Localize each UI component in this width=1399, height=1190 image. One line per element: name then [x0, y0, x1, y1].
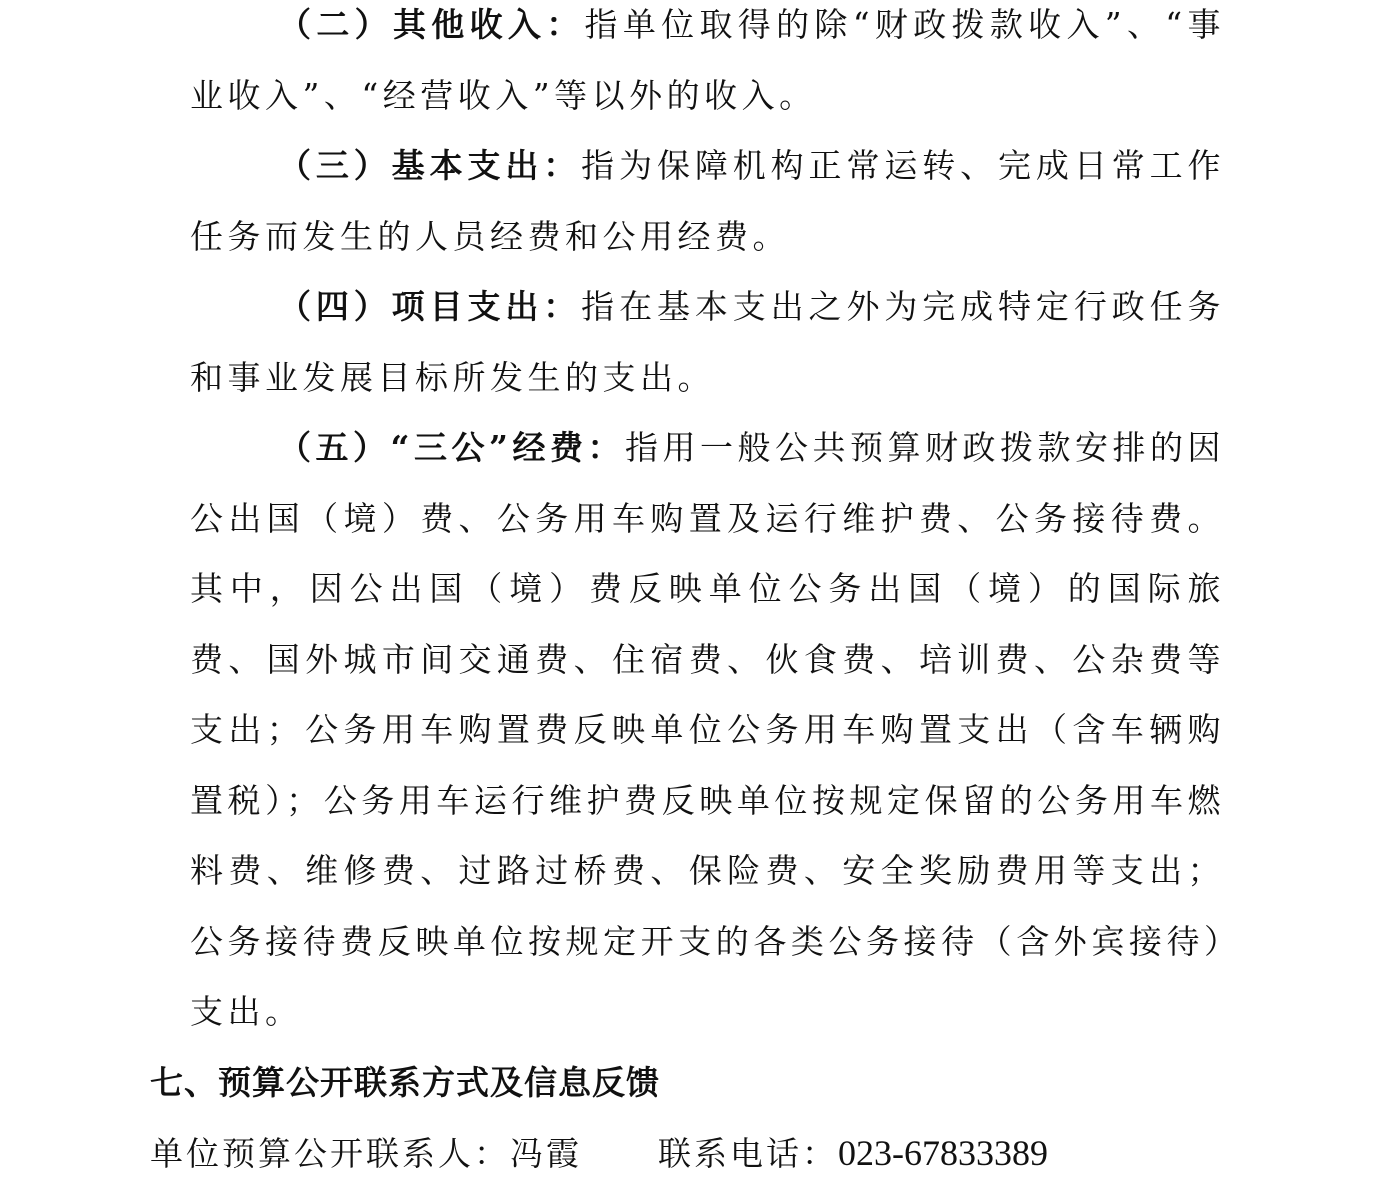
definition-term: （二）其他收入：: [278, 5, 585, 44]
definition-term: （三）基本支出：: [278, 146, 582, 185]
section-heading: 七、预算公开联系方式及信息反馈: [150, 1062, 660, 1102]
document-page: [150, 0, 1226, 1190]
definition-other-income: [190, 0, 1225, 131]
definition-text: 指单位取得的除“财政拨款收入”、“事业收入”、“经营收入”等以外的收入。: [190, 5, 1225, 115]
definition-basic-expenditure: [190, 131, 1225, 272]
definition-term: （四）项目支出：: [278, 287, 582, 326]
contact-person-name: 冯霞: [510, 1134, 582, 1173]
definition-text: 指在基本支出之外为完成特定行政任务和事业发展目标所发生的支出。: [190, 287, 1226, 397]
definition-project-expenditure: [190, 272, 1225, 413]
definition-text: 指用一般公共预算财政拨款安排的因公出国（境）费、公务用车购置及运行维护费、公务接待费。其中，因公出国（境）费反映单位公务出国（境）的国际旅费、国外城市间交通费、住宿费、伙食费、培训费、公杂费等支出；公务用车购置费反映单位公务用车购置支出（含车辆购置税）；公务用车运行维护费反映单位按规定保留的公务用车燃料费、维修费、过路过桥费、保险费、安全奖励费用等支出；公务接待费反映单位按规定开支的各类公务接待（含外宾接待）支出。: [190, 428, 1226, 1031]
definition-term: （五）“三公”经费：: [278, 428, 625, 467]
definition-text: 指为保障机构正常运转、完成日常工作任务而发生的人员经费和公用经费。: [190, 146, 1226, 256]
definition-three-public-expenses: [190, 413, 1225, 1048]
contact-line: [76, 1118, 1225, 1190]
contact-phone-label: 联系电话：: [658, 1134, 838, 1173]
contact-person-label: 单位预算公开联系人：: [150, 1134, 510, 1173]
contact-phone-number: 023-67833389: [838, 1133, 1048, 1173]
